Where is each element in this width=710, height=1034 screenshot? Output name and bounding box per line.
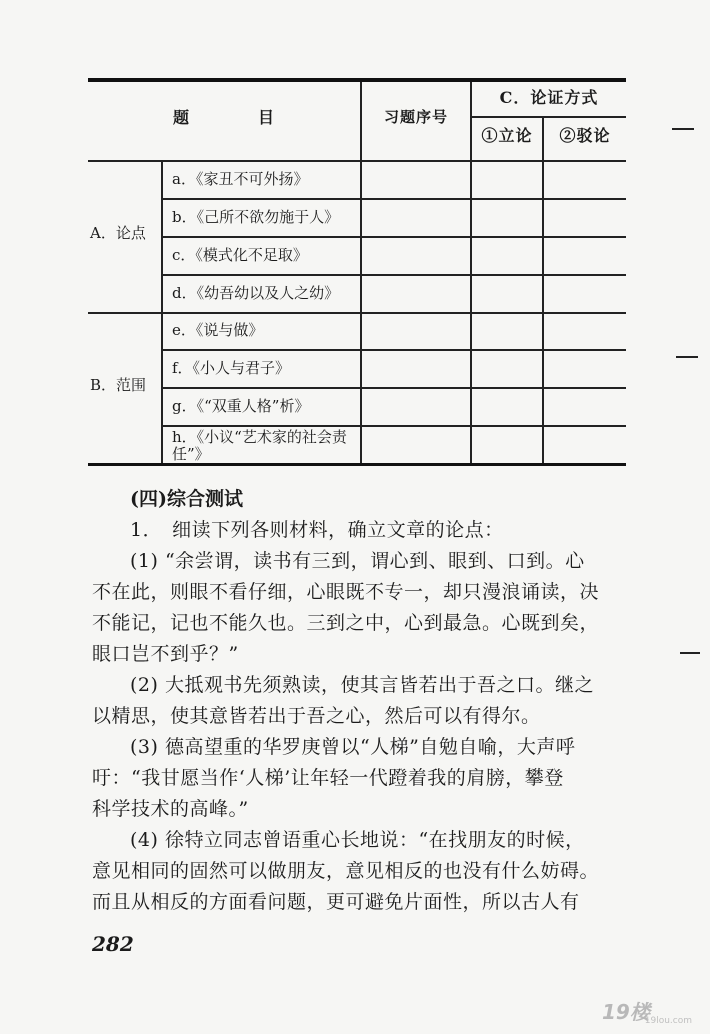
section-body <box>92 484 632 918</box>
watermark-url: 19lou.com <box>644 1016 692 1026</box>
row-line <box>161 274 626 276</box>
watermark-logo: 19楼 <box>602 1000 650 1024</box>
table-item: c．《模式化不足取》 <box>172 246 308 264</box>
scan-mark <box>672 128 694 130</box>
table-item: b．《己所不欲勿施于人》 <box>172 208 340 226</box>
table-item: g．《“双重人格”析》 <box>172 397 310 415</box>
header-refute: ②驳论 <box>559 126 611 145</box>
text-line: 意见相同的固然可以做朋友，意见相反的也没有什么妨碍。 <box>92 860 600 882</box>
table-item: a．《家丑不可外扬》 <box>172 170 309 188</box>
col-divider-3 <box>542 116 544 463</box>
header-subline <box>470 116 626 118</box>
row-line <box>161 387 626 389</box>
table-item: h．《小议“艺术家的社会责任”》 <box>172 428 347 463</box>
row-line <box>161 198 626 200</box>
text-line: (1) “余尝谓，读书有三到，谓心到、眼到、口到。心 <box>130 550 585 572</box>
table-item: e．《说与做》 <box>172 321 264 339</box>
row-line <box>161 349 626 351</box>
text-line: 而且从相反的方面看问题，更可避免片面性，所以古人有 <box>92 891 580 913</box>
table-bottom-rule <box>88 463 626 466</box>
text-line: (2) 大抵观书先须熟读，使其言皆若出于吾之口。继之 <box>130 674 594 696</box>
col-divider-1 <box>360 82 362 463</box>
row-line <box>161 236 626 238</box>
text-line: 不能记，记也不能久也。三到之中，心到最急。心既到矣， <box>92 612 600 634</box>
table-item: f．《小人与君子》 <box>172 359 291 377</box>
table-top-rule <box>88 78 626 82</box>
header-method: C．论证方式 <box>499 88 599 107</box>
table-item: d．《幼吾幼以及人之幼》 <box>172 284 340 302</box>
group-divider-line <box>88 312 626 314</box>
text-line: 1． 细读下列各则材料，确立文章的论点： <box>130 519 504 541</box>
text-line: (3) 德高望重的华罗庚曾以“人梯”自勉自喻，大声呼 <box>130 736 576 758</box>
header-bottom-line <box>88 160 626 162</box>
scan-mark <box>680 652 700 654</box>
header-exercise-no: 习题序号 <box>383 108 448 126</box>
argument-table <box>88 78 626 466</box>
section-title: (四)综合测试 <box>130 488 243 510</box>
row-line <box>161 425 626 427</box>
watermark <box>602 996 692 1024</box>
header-establish: ①立论 <box>481 126 533 145</box>
group-label-thesis: A．论点 <box>90 224 146 242</box>
text-line: 科学技术的高峰。” <box>92 798 249 820</box>
header-topic: 题 目 <box>172 108 275 127</box>
page-number: 282 <box>92 932 134 956</box>
text-line: 以精思，使其意皆若出于吾之心，然后可以有得尔。 <box>92 705 541 727</box>
scan-mark <box>676 356 698 358</box>
text-line: 眼口岂不到乎？” <box>92 643 239 665</box>
text-line: (4) 徐特立同志曾语重心长地说：“在找朋友的时候， <box>130 829 585 851</box>
group-label-scope: B．范围 <box>90 376 147 394</box>
text-line: 吁：“我甘愿当作‘人梯’让年轻一代蹬着我的肩膀，攀登 <box>92 767 564 789</box>
text-line: 不在此，则眼不看仔细，心眼既不专一，却只漫浪诵读，决 <box>92 581 600 603</box>
